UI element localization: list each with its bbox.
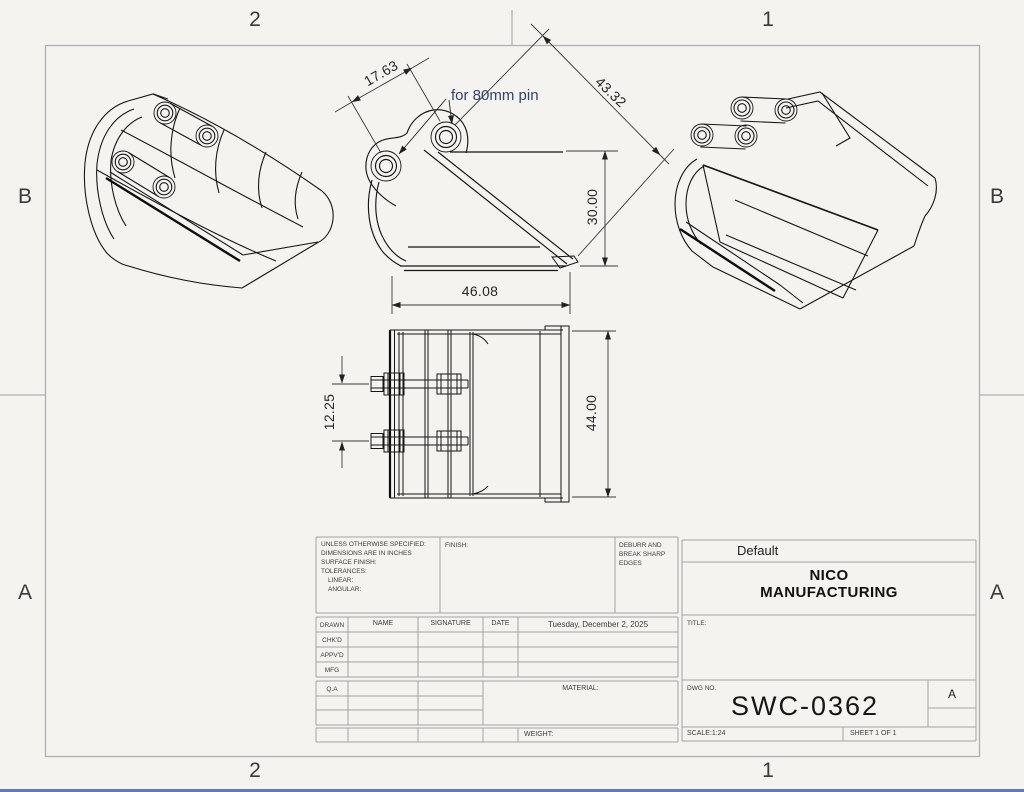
material-label: MATERIAL: xyxy=(562,685,599,692)
title-label: TITLE: xyxy=(687,620,707,627)
zone-label-left-a: A xyxy=(17,581,33,604)
revision: A xyxy=(947,687,956,701)
date-value: Tuesday, December 2, 2025 xyxy=(547,620,649,629)
deburr-note: DEBURR AND BREAK SHARP EDGES xyxy=(619,542,666,567)
tolerance-line: LINEAR: xyxy=(328,577,354,584)
row-label-qa: Q.A xyxy=(326,686,338,693)
zone-label-bottom-2: 2 xyxy=(249,759,261,782)
company-name: NICO MANUFACTURING xyxy=(760,567,898,601)
zone-label-left-b: B xyxy=(17,185,33,208)
top-view-boss-upper xyxy=(371,373,468,395)
tolerance-line: DIMENSIONS ARE IN INCHES xyxy=(321,550,412,557)
zone-label-top-1: 1 xyxy=(762,8,774,31)
row-label-chkd: CHK'D xyxy=(322,637,342,644)
dim-text-pin-gap[interactable]: 12.25 xyxy=(321,393,337,431)
dim-text-blade-diagonal[interactable]: 43.32 xyxy=(592,73,630,111)
tolerance-line: SURFACE FINISH: xyxy=(321,559,377,566)
iso-front-view[interactable] xyxy=(675,92,936,309)
tolerance-notes xyxy=(321,540,439,594)
col-header-signature: SIGNATURE xyxy=(430,620,471,627)
row-label-appvd: APPV'D xyxy=(320,652,344,659)
finish-label: FINISH: xyxy=(445,542,469,549)
zone-label-top-2: 2 xyxy=(249,8,261,31)
tolerance-line: TOLERANCES: xyxy=(321,568,367,575)
zone-label-right-a: A xyxy=(989,581,1005,604)
weight-label: WEIGHT: xyxy=(524,731,554,738)
zone-label-bottom-1: 1 xyxy=(762,759,774,782)
dim-text-pin-span[interactable]: 17.63 xyxy=(361,56,401,90)
configuration-name: Default xyxy=(737,543,779,558)
zone-label-right-b: B xyxy=(989,185,1005,208)
dimension-blade-diagonal[interactable] xyxy=(455,24,674,256)
drawing-number: SWC-0362 xyxy=(730,691,880,721)
top-view[interactable] xyxy=(371,326,569,502)
dim-text-height[interactable]: 30.00 xyxy=(584,188,600,226)
scale-label: SCALE:1:24 xyxy=(687,730,726,737)
iso-front-lugs xyxy=(691,97,797,149)
sheet-label: SHEET 1 OF 1 xyxy=(850,730,897,737)
row-label-drawn: DRAWN xyxy=(319,622,345,629)
col-header-date: DATE xyxy=(491,620,510,627)
tolerance-line: ANGULAR: xyxy=(328,586,362,593)
pin-note-text[interactable]: for 80mm pin xyxy=(451,87,539,104)
col-header-name: NAME xyxy=(372,620,394,627)
top-view-boss-lower xyxy=(371,430,468,452)
iso-back-view[interactable] xyxy=(84,94,333,288)
row-label-mfg: MFG xyxy=(324,667,340,674)
side-view[interactable] xyxy=(366,110,578,271)
dim-text-width[interactable]: 44.00 xyxy=(583,394,599,432)
sheet-border xyxy=(0,10,1024,757)
dim-text-length[interactable]: 46.08 xyxy=(461,283,499,299)
dwg-no-label: DWG NO. xyxy=(687,685,717,692)
dimension-pin-gap[interactable] xyxy=(332,356,369,468)
tolerance-line: UNLESS OTHERWISE SPECIFIED: xyxy=(321,541,426,548)
